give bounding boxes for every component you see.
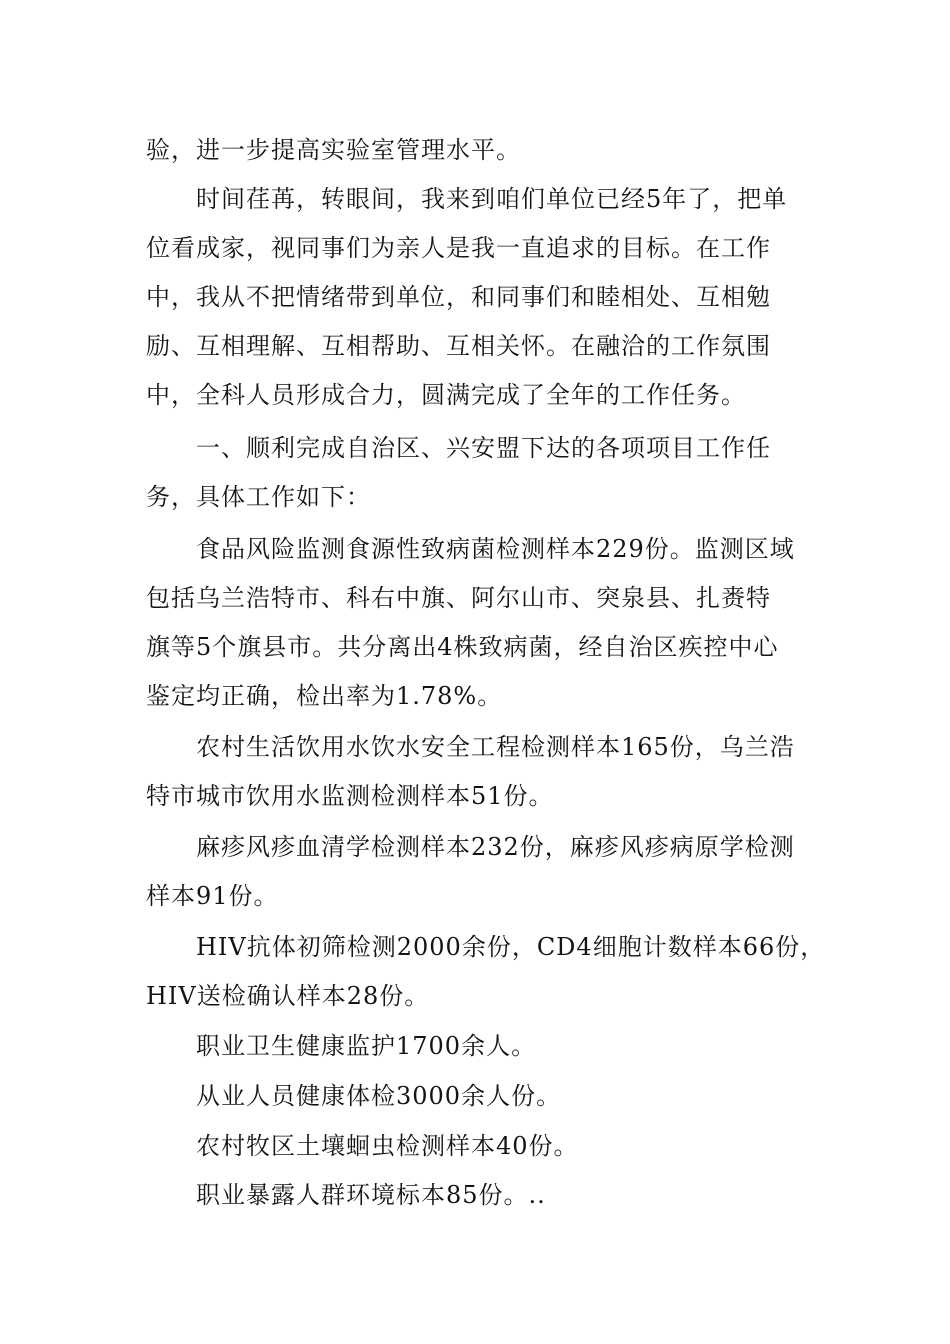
paragraph-hiv: HIV抗体初筛检测2000余份，CD4细胞计数样本66份， [196,933,826,961]
paragraph-soil-roundworm: 农村牧区土壤蛔虫检测样本40份。 [196,1132,579,1160]
section-heading-one: 一、顺利完成自治区、兴安盟下达的各项项目工作任 [196,434,771,462]
text-line-16: 样本91份。 [146,882,279,910]
paragraph-rural-water: 农村生活饮用水饮水安全工程检测样本165份，乌兰浩 [196,733,795,761]
text-line-10: 包括乌兰浩特市、科右中旗、阿尔山市、突泉县、扎赉特 [146,584,771,612]
paragraph-occupational-exposure: 职业暴露人群环境标本85份。.. [196,1181,546,1209]
paragraph-employee-checkup: 从业人员健康体检3000余人份。 [196,1082,562,1110]
text-line-11: 旗等5个旗县市。共分离出4株致病菌，经自治区疾控中心 [146,633,779,661]
text-line-5: 励、互相理解、互相帮助、互相关怀。在融洽的工作氛围 [146,332,771,360]
text-line-8: 务，具体工作如下： [146,483,371,511]
text-line-4: 中，我从不把情绪带到单位，和同事们和睦相处、互相勉 [146,283,771,311]
paragraph-measles: 麻疹风疹血清学检测样本232份，麻疹风疹病原学检测 [196,833,795,861]
paragraph-time-passes: 时间荏苒，转眼间，我来到咱们单位已经5年了，把单 [196,185,788,213]
text-line-18: HIV送检确认样本28份。 [146,982,430,1010]
paragraph-food-risk: 食品风险监测食源性致病菌检测样本229份。监测区域 [196,535,795,563]
text-line-12: 鉴定均正确，检出率为1.78%。 [146,682,503,710]
text-line-3: 位看成家，视同事们为亲人是我一直追求的目标。在工作 [146,234,771,262]
paragraph-occupational-health: 职业卫生健康监护1700余人。 [196,1032,537,1060]
text-line-1: 验，进一步提高实验室管理水平。 [146,136,521,164]
text-line-6: 中，全科人员形成合力，圆满完成了全年的工作任务。 [146,381,746,409]
text-line-14: 特市城市饮用水监测检测样本51份。 [146,782,554,810]
